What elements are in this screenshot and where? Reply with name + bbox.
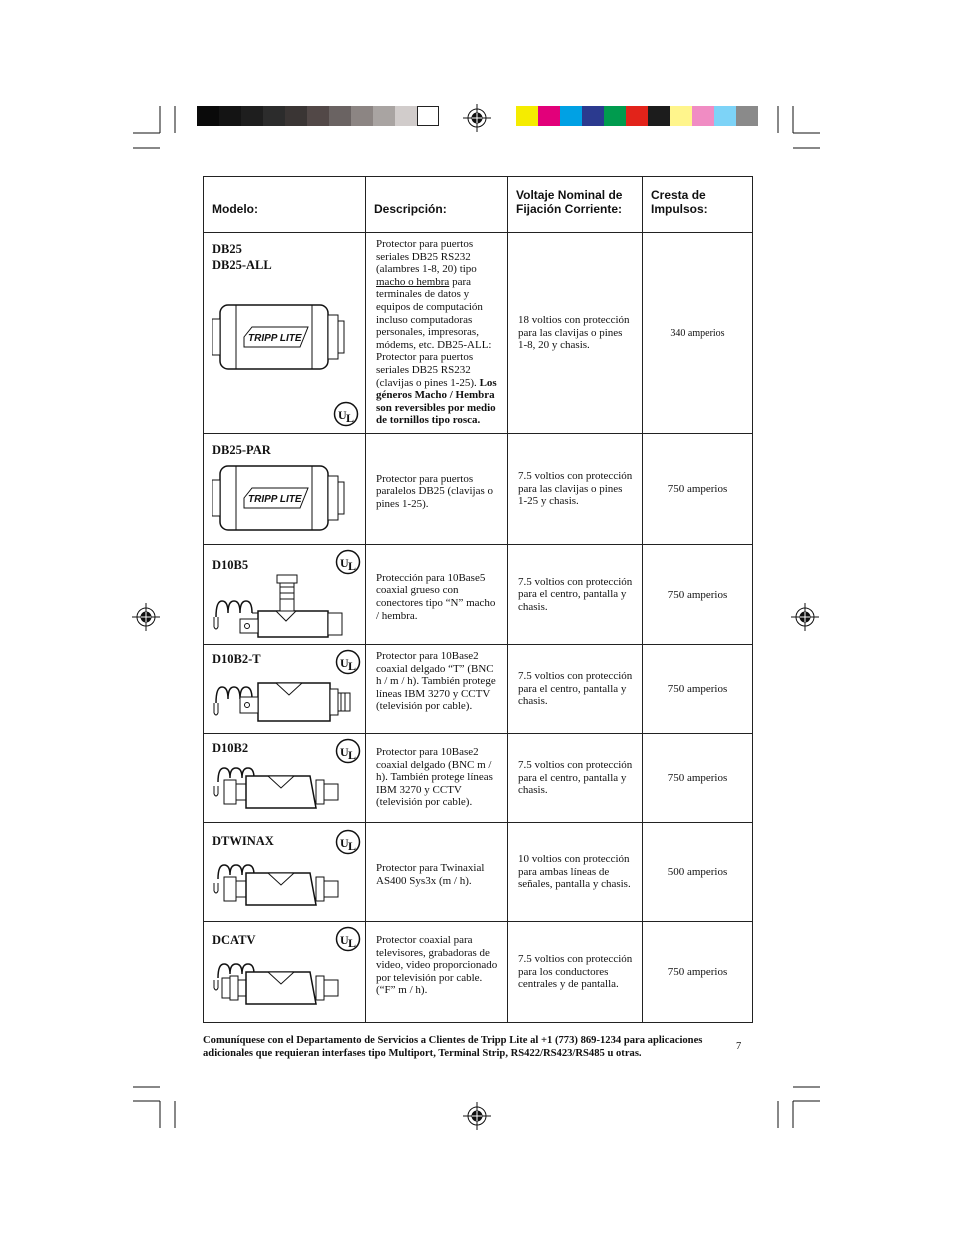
- gray-swatch: [395, 106, 417, 126]
- gray-swatch: [241, 106, 263, 126]
- table-row: [204, 545, 753, 645]
- description-cell: Protector para 10Base2 coaxial delgado “T” (BNC h / m / h). También protege líneas IBM 3270 y CCTV (televisión por cable).: [366, 645, 508, 734]
- d10b5-coax-protector-illustration: [210, 567, 360, 641]
- model-cell: [204, 734, 366, 823]
- peak-cell: 750 amperios: [643, 545, 753, 645]
- contact-footnote: Comuníquese con el Departamento de Servicios a Clientes de Tripp Lite al +1 (773) 869-1234 para aplicaciones adicionales que requieran interfases tipo Multiport, Terminal Strip, RS422/RS423/RS485 u otras.: [203, 1035, 703, 1059]
- description-cell: Protección para 10Base5 coaxial grueso con conectores tipo “N” macho / hembra.: [366, 545, 508, 645]
- svg-text:U: U: [340, 656, 349, 670]
- color-swatch: [648, 106, 670, 126]
- color-swatch: [538, 106, 560, 126]
- voltage-cell: 7.5 voltios con protección para los conductores centrales y de pantalla.: [508, 922, 643, 1023]
- color-swatch: [736, 106, 758, 126]
- product-spec-table: [203, 176, 753, 1023]
- description-underlined: macho o hembra: [376, 275, 450, 288]
- svg-text:L: L: [348, 748, 357, 762]
- description-text: para terminales de datos y equipos de computación incluso computadoras personales, impresoras, módems, etc. DB25-ALL: Protector para puertos seriales DB25 RS232 (clavijas o pines 1-25).: [376, 275, 492, 389]
- model-cell: [204, 645, 366, 734]
- voltage-cell: 7.5 voltios con protección para el centro, pantalla y chasis.: [508, 645, 643, 734]
- voltage-cell: 10 voltios con protección para ambas líneas de señales, pantalla y chasis.: [508, 823, 643, 922]
- ul-certification-icon: [335, 829, 361, 855]
- header-peak: Cresta de Impulsos:: [643, 177, 753, 233]
- header-description: Descripción:: [366, 177, 508, 233]
- svg-text:U: U: [340, 933, 349, 947]
- color-swatch: [692, 106, 714, 126]
- grayscale-color-bar: [197, 106, 439, 126]
- peak-cell: 750 amperios: [643, 434, 753, 545]
- ul-certification-icon: [335, 926, 361, 952]
- description-cell: Protector para Twinaxial AS400 Sys3x (m / h).: [366, 823, 508, 922]
- table-row: [204, 434, 753, 545]
- dtwinax-protector-illustration: [210, 857, 360, 917]
- color-swatch: [560, 106, 582, 126]
- peak-cell: 750 amperios: [643, 645, 753, 734]
- db25-par-adapter-illustration: [212, 460, 352, 536]
- description-cell: Protector para 10Base2 coaxial delgado (BNC m / h). También protege líneas IBM 3270 y CCTV (televisión por cable).: [366, 734, 508, 823]
- description-bold-note: Los géneros Macho / Hembra son reversibles por medio de tornillos tipo rosca.: [376, 376, 497, 427]
- gray-swatch: [263, 106, 285, 126]
- gray-swatch: [307, 106, 329, 126]
- header-voltage: Voltaje Nominal de Fijación Corriente:: [508, 177, 643, 233]
- color-swatch: [670, 106, 692, 126]
- color-swatch: [604, 106, 626, 126]
- d10b2-t-coax-protector-illustration: [210, 667, 360, 733]
- model-cell: [204, 545, 366, 645]
- table-row: [204, 645, 753, 734]
- gray-swatch: [373, 106, 395, 126]
- model-name: D10B5: [212, 558, 249, 572]
- gray-swatch: [219, 106, 241, 126]
- table-row: [204, 233, 753, 434]
- peak-cell: 340 amperios: [643, 233, 753, 434]
- svg-text:L: L: [348, 936, 357, 950]
- description-cell: Protector para puertos paralelos DB25 (clavijas o pines 1-25).: [366, 434, 508, 545]
- svg-text:U: U: [340, 556, 349, 570]
- ul-certification-icon: [333, 401, 359, 427]
- gray-swatch: [197, 106, 219, 126]
- svg-text:L: L: [348, 839, 357, 853]
- page-number: 7: [736, 1041, 742, 1052]
- voltage-cell: 7.5 voltios con protección para el centro, pantalla y chasis.: [508, 545, 643, 645]
- gray-swatch: [417, 106, 439, 126]
- color-swatch: [626, 106, 648, 126]
- brand-logo-text: TRIPP LITE: [248, 333, 302, 344]
- peak-cell: 750 amperios: [643, 922, 753, 1023]
- color-swatch: [714, 106, 736, 126]
- process-color-bar: [516, 106, 758, 126]
- model-cell: [204, 434, 366, 545]
- model-cell: [204, 922, 366, 1023]
- model-name: DB25-PAR: [212, 443, 271, 457]
- gray-swatch: [351, 106, 373, 126]
- svg-text:L: L: [348, 559, 357, 573]
- model-name: D10B2: [212, 741, 249, 755]
- d10b2-coax-protector-illustration: [210, 760, 360, 820]
- svg-text:U: U: [340, 745, 349, 759]
- gray-swatch: [329, 106, 351, 126]
- description-cell: [366, 233, 508, 434]
- peak-cell: 750 amperios: [643, 734, 753, 823]
- table-row: [204, 922, 753, 1023]
- svg-text:L: L: [348, 659, 357, 673]
- header-model: Modelo:: [204, 177, 366, 233]
- model-name: D10B2-T: [212, 652, 261, 666]
- svg-text:L: L: [346, 411, 355, 425]
- description-cell: Protector coaxial para televisores, grabadoras de video, video proporcionado por televisión por cable. (“F” m / h).: [366, 922, 508, 1023]
- table-row: [204, 823, 753, 922]
- svg-text:U: U: [340, 836, 349, 850]
- model-name: DB25-ALL: [212, 258, 272, 272]
- db25-adapter-illustration: [212, 297, 352, 377]
- description-text: Protector para puertos seriales DB25 RS232 (alambres 1-8, 20) tipo: [376, 238, 477, 276]
- gray-swatch: [285, 106, 307, 126]
- model-cell: [204, 233, 366, 434]
- model-name: DTWINAX: [212, 834, 274, 848]
- model-name: DCATV: [212, 933, 256, 947]
- voltage-cell: 18 voltios con protección para las clavijas o pines 1-8, 20 y chasis.: [508, 233, 643, 434]
- voltage-cell: 7.5 voltios con protección para el centro, pantalla y chasis.: [508, 734, 643, 823]
- brand-logo-text: TRIPP LITE: [248, 494, 302, 505]
- model-cell: [204, 823, 366, 922]
- table-header-row: [204, 177, 753, 233]
- color-swatch: [582, 106, 604, 126]
- dcatv-coax-protector-illustration: [210, 956, 360, 1016]
- color-swatch: [516, 106, 538, 126]
- svg-text:U: U: [338, 408, 347, 422]
- table-row: [204, 734, 753, 823]
- voltage-cell: 7.5 voltios con protección para las clavijas o pines 1-25 y chasis.: [508, 434, 643, 545]
- model-name: DB25: [212, 242, 242, 256]
- peak-cell: 500 amperios: [643, 823, 753, 922]
